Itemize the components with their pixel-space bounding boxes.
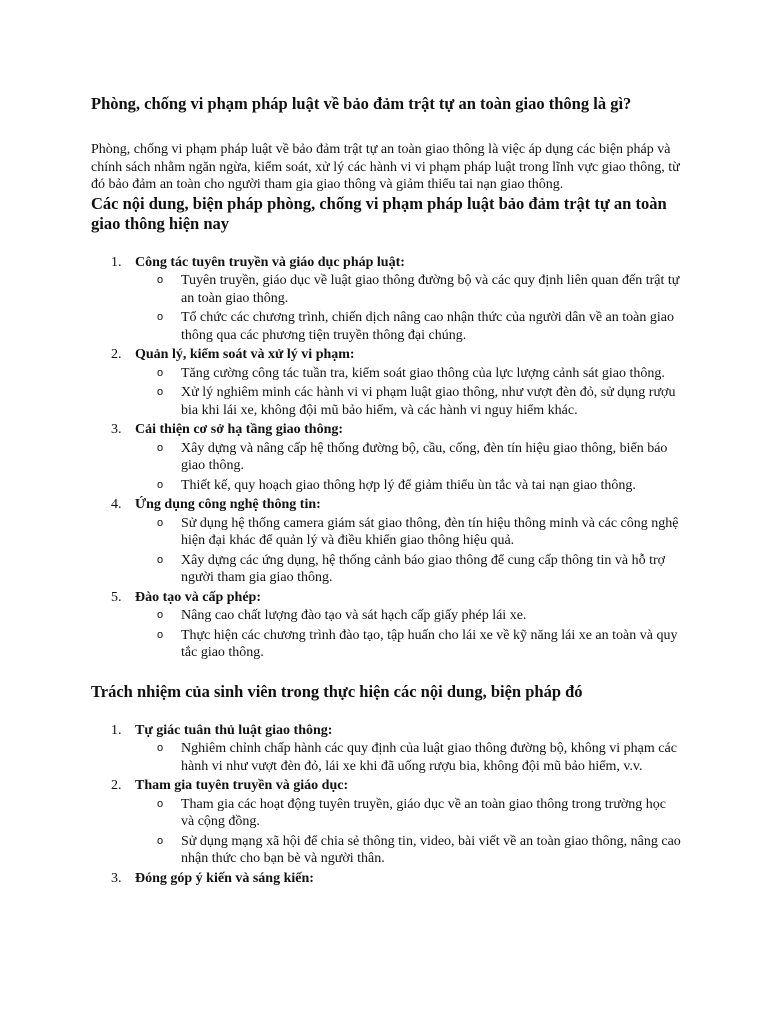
- circle-bullet-icon: o: [157, 478, 164, 491]
- numbered-item: [91, 496, 681, 587]
- sub-list-item: [135, 272, 681, 307]
- circle-bullet-icon: o: [157, 311, 164, 323]
- sub-list-item: [135, 607, 681, 625]
- sub-list-item: [135, 833, 681, 868]
- item-number: 1.: [111, 722, 122, 738]
- document-content: [91, 94, 681, 887]
- sub-list-item: [135, 796, 681, 831]
- sub-list-text: Thiết kế, quy hoạch giao thông hợp lý để giảm thiểu ùn tắc và tai nạn giao thông.: [181, 477, 636, 493]
- numbered-item: [91, 421, 681, 494]
- sub-list-text: Tăng cường công tác tuần tra, kiểm soát giao thông của lực lượng cảnh sát giao thông.: [181, 365, 665, 381]
- sub-list-text: Sử dụng hệ thống camera giám sát giao thông, đèn tín hiệu thông minh và các công nghệ hiện đại khác để quản lý và điều khiển giao thông hiệu quả.: [181, 515, 679, 548]
- circle-bullet-icon: o: [157, 386, 164, 398]
- item-number: 2.: [111, 347, 122, 362]
- sub-list: [135, 740, 681, 775]
- responsibility-list: [91, 722, 681, 888]
- sub-list-item: [135, 627, 681, 662]
- sub-list-item: [135, 384, 681, 419]
- measures-list: [91, 254, 681, 662]
- sub-list-item: [135, 477, 681, 495]
- sub-list: [135, 365, 681, 420]
- circle-bullet-icon: o: [157, 797, 164, 810]
- item-title: Đào tạo và cấp phép:: [135, 589, 262, 605]
- item-title: Ứng dụng công nghệ thông tin:: [135, 497, 321, 512]
- numbered-item: [91, 777, 681, 868]
- sub-list-text: Tổ chức các chương trình, chiến dịch nâng cao nhận thức của người dân về an toàn giao thông qua các phương tiện truyền thông đại chúng.: [181, 310, 674, 343]
- sub-list-item: [135, 365, 681, 383]
- item-number: 3.: [111, 422, 122, 437]
- numbered-item: [91, 589, 681, 662]
- item-title: Đóng góp ý kiến và sáng kiến:: [135, 870, 314, 886]
- item-title: Cải thiện cơ sở hạ tầng giao thông:: [135, 422, 344, 437]
- sub-list: [135, 440, 681, 495]
- sub-list-text: Xây dựng các ứng dụng, hệ thống cảnh báo giao thông để cung cấp thông tin và hỗ trợ người tham gia giao thông.: [181, 552, 666, 585]
- circle-bullet-icon: o: [157, 834, 164, 847]
- item-title: Công tác tuyên truyền và giáo dục pháp luật:: [135, 254, 405, 270]
- sub-list-text: Tham gia các hoạt động tuyên truyền, giáo dục về an toàn giao thông trong trường học và cộng đồng.: [181, 796, 667, 829]
- item-number: 4.: [111, 497, 122, 512]
- circle-bullet-icon: o: [157, 274, 164, 286]
- sub-list-text: Nghiêm chỉnh chấp hành các quy định của luật giao thông đường bộ, không vi phạm các hành vi như vượt đèn đỏ, lái xe khi đã uống rượu bia, không đội mũ bảo hiểm, v.v.: [181, 741, 677, 774]
- sub-list-item: [135, 740, 681, 775]
- numbered-item: [91, 722, 681, 776]
- circle-bullet-icon: o: [157, 366, 164, 379]
- sub-list-item: [135, 309, 681, 344]
- sub-list-text: Nâng cao chất lượng đào tạo và sát hạch cấp giấy phép lái xe.: [181, 608, 527, 623]
- numbered-item: [91, 254, 681, 345]
- sub-list-text: Xây dựng và nâng cấp hệ thống đường bộ, cầu, cống, đèn tín hiệu giao thông, biển báo giao thông.: [181, 440, 668, 473]
- intro-paragraph: Phòng, chống vi phạm pháp luật về bảo đảm trật tự an toàn giao thông là việc áp dụng các biện pháp và chính sách nhằm ngăn ngừa, kiểm soát, xử lý các hành vi vi phạm pháp luật trong lĩnh vực giao thông, từ đó bảo đảm an toàn cho người tham gia giao thông và giảm thiểu tai nạn giao thông.: [91, 142, 680, 192]
- circle-bullet-icon: o: [157, 553, 164, 566]
- item-number: 3.: [111, 870, 122, 886]
- sub-list-text: Xử lý nghiêm minh các hành vi vi phạm luật giao thông, như vượt đèn đỏ, sử dụng rượu bia khi lái xe, không đội mũ bảo hiểm, và các hành vi nguy hiểm khác.: [181, 385, 676, 418]
- sub-list-item: [135, 515, 681, 550]
- section-heading-measures: Các nội dung, biện pháp phòng, chống vi phạm pháp luật bảo đảm trật tự an toàn giao thông hiện nay: [91, 193, 667, 233]
- circle-bullet-icon: o: [157, 516, 164, 529]
- sub-list-item: [135, 440, 681, 475]
- sub-list: [135, 796, 681, 868]
- numbered-item: [91, 346, 681, 419]
- sub-list: [135, 515, 681, 587]
- item-number: 1.: [111, 254, 122, 270]
- circle-bullet-icon: o: [157, 609, 164, 621]
- sub-list: [135, 607, 681, 662]
- circle-bullet-icon: o: [157, 441, 164, 454]
- sub-list-text: Thực hiện các chương trình đào tạo, tập huấn cho lái xe về kỹ năng lái xe an toàn và quy tắc giao thông.: [181, 627, 678, 660]
- sub-list-text: Tuyên truyền, giáo dục về luật giao thông đường bộ và các quy định liên quan đến trật tự an toàn giao thông.: [181, 273, 680, 306]
- numbered-item: [91, 870, 681, 888]
- circle-bullet-icon: o: [157, 742, 164, 754]
- sub-list-text: Sử dụng mạng xã hội để chia sẻ thông tin, video, bài viết về an toàn giao thông, nâng cao nhận thức cho bạn bè và người thân.: [181, 833, 681, 866]
- item-title: Quản lý, kiểm soát và xử lý vi phạm:: [135, 347, 355, 362]
- circle-bullet-icon: o: [157, 628, 164, 641]
- item-title: Tự giác tuân thủ luật giao thông:: [135, 722, 333, 738]
- sub-list: [135, 272, 681, 344]
- sub-list-item: [135, 552, 681, 587]
- item-number: 5.: [111, 589, 122, 605]
- item-number: 2.: [111, 778, 122, 793]
- main-heading: Phòng, chống vi phạm pháp luật về bảo đảm trật tự an toàn giao thông là gì?: [91, 94, 632, 113]
- item-title: Tham gia tuyên truyền và giáo dục:: [135, 778, 349, 793]
- section-heading-responsibility: Trách nhiệm của sinh viên trong thực hiện các nội dung, biện pháp đó: [91, 681, 583, 701]
